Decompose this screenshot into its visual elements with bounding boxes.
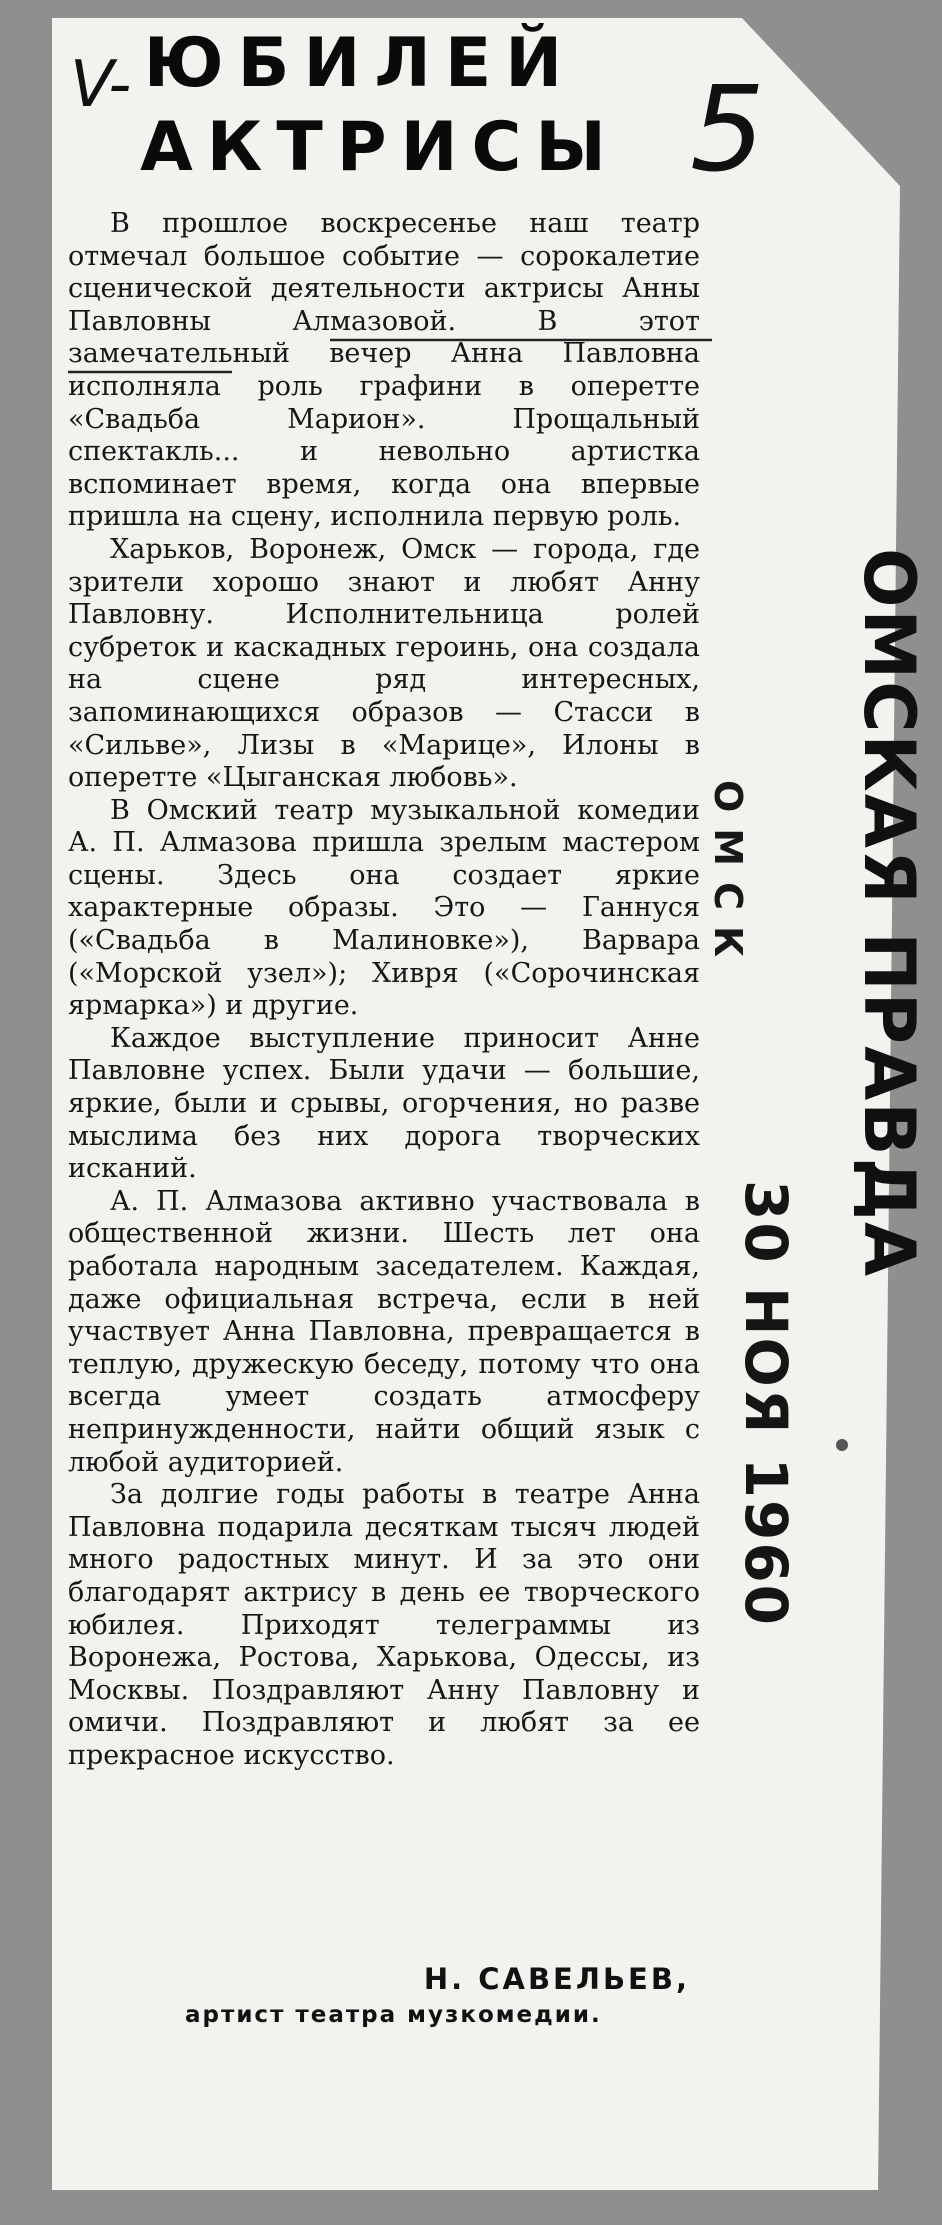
article-headline bbox=[60, 22, 660, 190]
stamp-date: 30 НОЯ 1960 bbox=[732, 1180, 800, 1628]
handwritten-page-number: 5 bbox=[690, 60, 766, 198]
stamp-dot bbox=[836, 1439, 848, 1451]
author-signature: Н. САВЕЛЬЕВ, bbox=[423, 1962, 690, 1996]
article-paragraph-5: А. П. Алмазова активно участвовала в общественной жизни. Шесть лет она работала народным заседателем. Каждая, даже официальная встреча, если в ней участвует Анна Павловна, превращается в теплую, дружескую беседу, потому что она всегда умеет создать атмосферу непринужденности, найти общий язык с любой аудиторией. bbox=[68, 1185, 700, 1478]
article-paragraph-6: За долгие годы работы в театре Анна Павловна подарила десяткам тысяч людей много радостных минут. И за это они благодарят актрису в день ее творческого юбилея. Приходят телеграммы из Воронежа, Ростова, Харькова, Одессы, из Москвы. Поздравляют Анну Павловну и омичи. Поздравляют и любят за ее прекрасное искусство. bbox=[68, 1479, 700, 1771]
headline-line-2: АКТРИСЫ bbox=[140, 108, 620, 187]
article-paragraph-1: В прошлое воскресенье наш театр отмечал большое событие — сорокалетие сценической деятельности актрисы Анны Павловны Алмазовой. В этот замечательный вечер Анна Павловна исполняла роль графини в оперетте «Свадьба Марион». Прощальный спектакль... и невольно артистка вспоминает время, когда она впервые пришла на сцену, исполнила первую роль. bbox=[68, 208, 700, 533]
stamp-city: ОМСК bbox=[706, 780, 750, 974]
article-body bbox=[68, 208, 700, 1773]
author-role: артист театра музкомедии. bbox=[185, 2002, 602, 2028]
handwritten-check-mark: V- bbox=[70, 48, 132, 122]
headline-line-1: ЮБИЛЕЙ bbox=[143, 24, 577, 103]
newspaper-name-label: ОМСКАЯ ПРАВДА bbox=[848, 548, 930, 1279]
article-paragraph-2: Харьков, Воронеж, Омск — города, где зрители хорошо знают и любят Анну Павловну. Исполнительница ролей субреток и каскадных героинь, она создала на сцене ряд интересных, запоминающихся образов — Стасси в «Сильве», Лизы в «Марице», Илоны в оперетте «Цыганская любовь». bbox=[68, 533, 700, 794]
article-paragraph-3: В Омский театр музыкальной комедии А. П. Алмазова пришла зрелым мастером сцены. Здесь она создает яркие характерные образы. Это — Ганнуся («Свадьба в Малиновке»), Варвара («Морской узел»); Хивря («Сорочинская ярмарка») и другие. bbox=[68, 794, 700, 1022]
article-paragraph-4: Каждое выступление приносит Анне Павловне успех. Были удачи — большие, яркие, были и срывы, огорчения, но разве мыслима без них дорога творческих исканий. bbox=[68, 1022, 700, 1185]
